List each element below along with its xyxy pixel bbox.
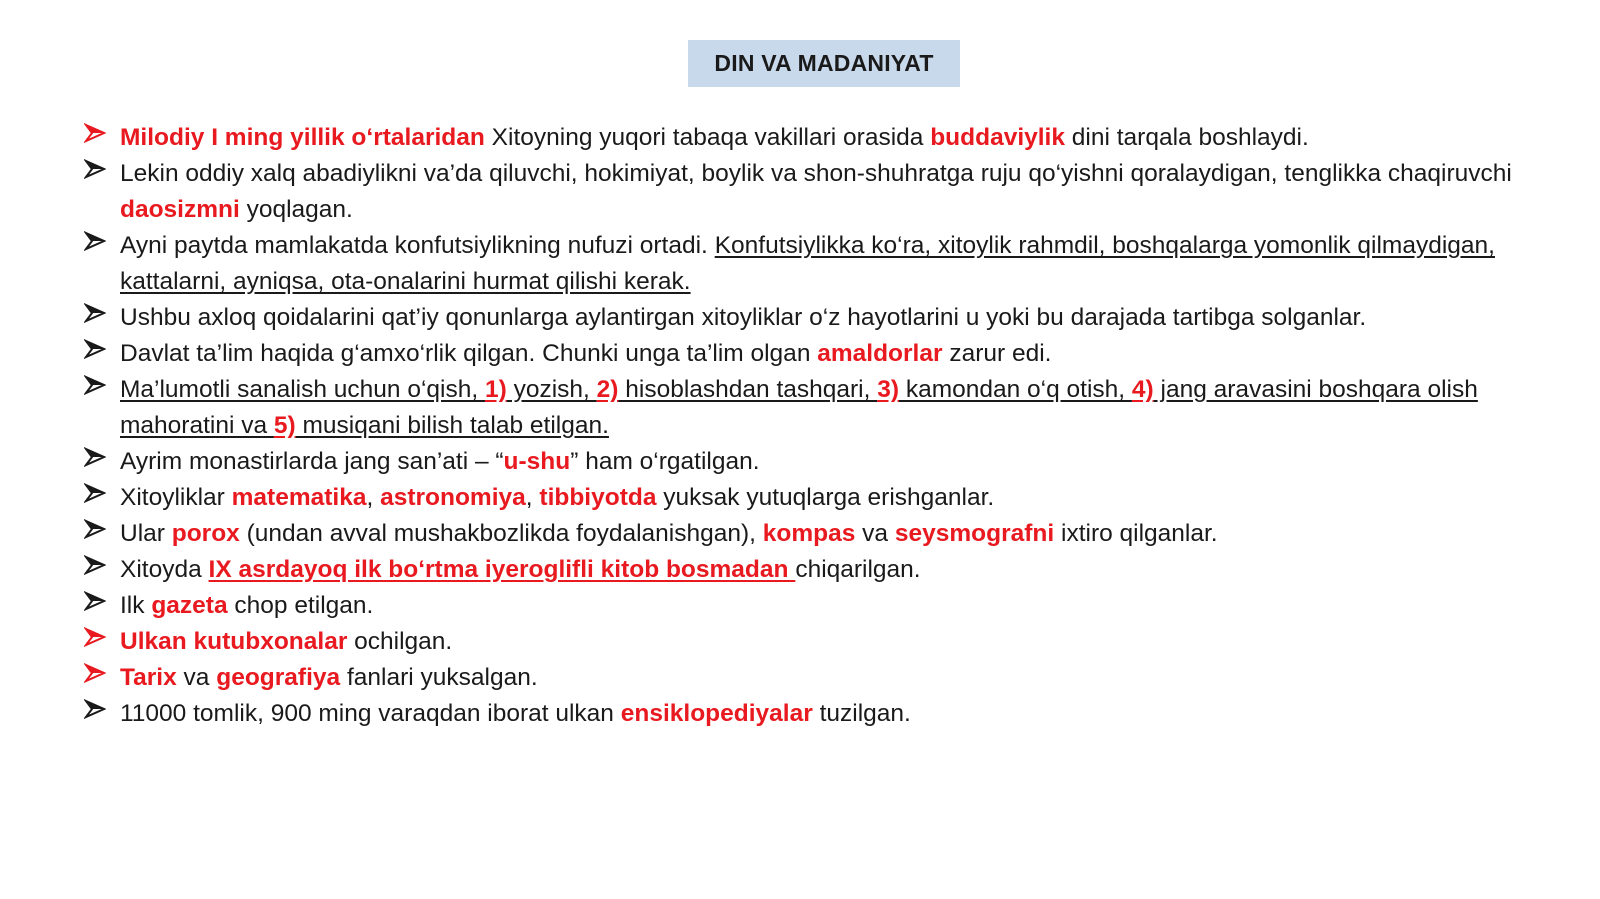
bullet-item bbox=[84, 120, 1544, 156]
arrowhead-icon bbox=[84, 482, 106, 504]
bullet-item bbox=[84, 480, 1544, 516]
bullet-item bbox=[84, 336, 1544, 372]
bullet-text: Ushbu axloq qoidalarini qat’iy qonunlarga aylantirgan xitoyliklar o‘z hayotlarini u yoki bu darajada tartibga solganlar. bbox=[120, 304, 1367, 331]
bullet-text: Ayrim monastirlarda jang san’ati – “ bbox=[120, 448, 504, 475]
bullet-text: Xitoyda bbox=[120, 556, 209, 583]
bullet-text: jang aravasini boshqara olish mahoratini va bbox=[120, 376, 1478, 439]
bullet-text: Ayni paytda mamlakatda konfutsiylikning nufuzi ortadi. bbox=[120, 232, 715, 259]
bullet-item bbox=[84, 552, 1544, 588]
highlight-text: 1) bbox=[484, 376, 507, 403]
highlight-text: astronomiya bbox=[380, 484, 526, 511]
bullet-text: Lekin oddiy xalq abadiylikni va’da qiluvchi, hokimiyat, boylik va shon-shuhratga ruju qo‘yishni qoralaydigan, tenglikka chaqiruvchi bbox=[120, 160, 1512, 187]
bullet-text: Davlat ta’lim haqida g‘amxo‘rlik qilgan. Chunki unga ta’lim olgan bbox=[120, 340, 818, 367]
slide-title bbox=[688, 40, 960, 87]
bullet-list bbox=[84, 120, 1544, 732]
highlight-text: u-shu bbox=[503, 448, 571, 475]
bullet-item bbox=[84, 156, 1544, 228]
highlight-text: Tarix bbox=[120, 664, 177, 691]
bullet-item bbox=[84, 588, 1544, 624]
highlight-text: porox bbox=[171, 520, 240, 547]
bullet-text: yuksak yutuqlarga erishganlar. bbox=[656, 484, 995, 511]
highlight-text: seysmografni bbox=[894, 520, 1055, 547]
bullet-text: tuzilgan. bbox=[812, 700, 911, 727]
bullet-item bbox=[84, 696, 1544, 732]
bullet-text: va bbox=[176, 664, 217, 691]
bullet-item bbox=[84, 372, 1544, 444]
bullet-item bbox=[84, 660, 1544, 696]
arrowhead-icon bbox=[84, 554, 106, 576]
highlight-text: kompas bbox=[762, 520, 856, 547]
bullet-text: ochilgan. bbox=[347, 628, 453, 655]
highlight-text: geografiya bbox=[216, 664, 341, 691]
arrowhead-icon bbox=[84, 158, 106, 180]
arrowhead-icon bbox=[84, 302, 106, 324]
bullet-item bbox=[84, 300, 1544, 336]
highlight-text: ensiklopediyalar bbox=[620, 700, 813, 727]
arrowhead-icon bbox=[84, 698, 106, 720]
bullet-text: (undan avval mushakbozlikda foydalanishgan), bbox=[239, 520, 763, 547]
highlight-text: tibbiyotda bbox=[539, 484, 657, 511]
bullet-text: Xitoyning yuqori tabaqa vakillari orasida bbox=[484, 124, 931, 151]
highlight-text: 4) bbox=[1131, 376, 1154, 403]
bullet-text: Ular bbox=[120, 520, 172, 547]
bullet-text: Xitoyliklar bbox=[120, 484, 232, 511]
bullet-text: kamondan o‘q otish, bbox=[899, 376, 1132, 403]
arrowhead-icon bbox=[84, 446, 106, 468]
bullet-text: fanlari yuksalgan. bbox=[340, 664, 538, 691]
bullet-text: Ilk bbox=[120, 592, 152, 619]
bullet-text: , bbox=[525, 484, 540, 511]
highlight-text: Ulkan kutubxonalar bbox=[120, 628, 348, 655]
bullet-text: hisoblashdan tashqari, bbox=[618, 376, 878, 403]
slide-title-text: DIN VA MADANIYAT bbox=[714, 50, 934, 76]
highlight-text: amaldorlar bbox=[817, 340, 943, 367]
highlight-text: 2) bbox=[596, 376, 619, 403]
bullet-text: 11000 tomlik, 900 ming varaqdan iborat ulkan bbox=[120, 700, 621, 727]
highlight-text: gazeta bbox=[151, 592, 228, 619]
bullet-text: dini tarqala boshlaydi. bbox=[1065, 124, 1309, 151]
arrowhead-icon bbox=[84, 590, 106, 612]
arrowhead-icon bbox=[84, 518, 106, 540]
bullet-text: ixtiro qilganlar. bbox=[1054, 520, 1218, 547]
bullet-text: yoqlagan. bbox=[239, 196, 353, 223]
highlight-text: 5) bbox=[273, 412, 296, 439]
arrowhead-icon bbox=[84, 230, 106, 252]
arrowhead-icon bbox=[84, 626, 106, 648]
arrowhead-icon bbox=[84, 122, 106, 144]
bullet-text: zarur edi. bbox=[942, 340, 1052, 367]
arrowhead-icon bbox=[84, 338, 106, 360]
bullet-item bbox=[84, 444, 1544, 480]
bullet-text: Konfutsiylikka ko‘ra, xitoylik rahmdil, boshqalarga yomonlik qilmaydigan, kattalarni, ayniqsa, ota-onalarini hurmat qilishi kerak. bbox=[120, 232, 1495, 295]
bullet-text: chop etilgan. bbox=[227, 592, 374, 619]
bullet-text: va bbox=[855, 520, 895, 547]
bullet-text: Ma’lumotli sanalish uchun o‘qish, bbox=[120, 376, 485, 403]
highlight-text: buddaviylik bbox=[930, 124, 1065, 151]
bullet-text: yozish, bbox=[506, 376, 597, 403]
highlight-text: matematika bbox=[231, 484, 367, 511]
arrowhead-icon bbox=[84, 374, 106, 396]
arrowhead-icon bbox=[84, 662, 106, 684]
bullet-text: , bbox=[366, 484, 381, 511]
highlight-text: 3) bbox=[877, 376, 900, 403]
bullet-item bbox=[84, 516, 1544, 552]
bullet-item bbox=[84, 624, 1544, 660]
bullet-item bbox=[84, 228, 1544, 300]
highlight-text: IX asrdayoq ilk bo‘rtma iyeroglifli kitob bosmadan bbox=[208, 556, 796, 583]
bullet-text: musiqani bilish talab etilgan. bbox=[295, 412, 609, 439]
bullet-text: chiqarilgan. bbox=[795, 556, 921, 583]
highlight-text: Milodiy I ming yillik o‘rtalaridan bbox=[120, 124, 485, 151]
highlight-text: daosizmni bbox=[120, 196, 240, 223]
bullet-text: ” ham o‘rgatilgan. bbox=[570, 448, 760, 475]
